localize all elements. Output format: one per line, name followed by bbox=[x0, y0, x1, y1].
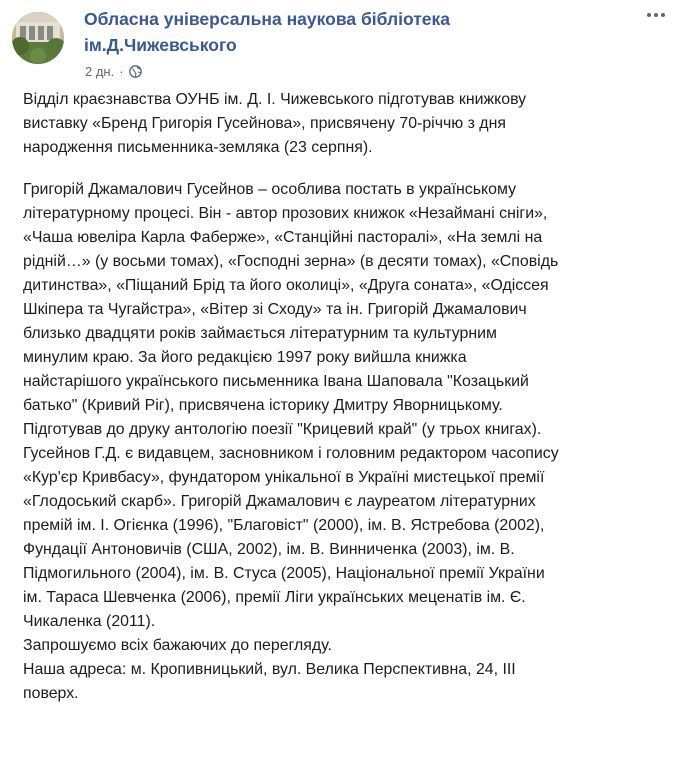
text-line: Запрошуємо всіх бажаючих до перегляду. bbox=[23, 637, 332, 654]
text-line: народження письменника-земляка (23 серпня). bbox=[23, 139, 373, 156]
text-line: близько двадцяти років займається літературним та культурним bbox=[23, 325, 497, 342]
post-meta bbox=[85, 62, 142, 80]
text-line: Підмогильного (2004), ім. В. Стуса (2005), Національної премії України bbox=[23, 565, 545, 582]
text-line: Наша адреса: м. Кропивницький, вул. Велика Перспективна, 24, ІІІ bbox=[23, 661, 516, 678]
text-line: поверх. bbox=[23, 685, 79, 702]
post-timestamp[interactable]: 2 дн. bbox=[85, 63, 115, 79]
text-line: Чикаленка (2011). bbox=[23, 613, 156, 630]
text-line: Григорій Джамалович Гусейнов – особлива постать в українському bbox=[23, 181, 517, 198]
avatar[interactable] bbox=[12, 12, 64, 64]
text-line: Відділ краєзнавства ОУНБ ім. Д. І. Чижевського підготував книжкову bbox=[23, 91, 527, 108]
globe-icon[interactable] bbox=[129, 65, 142, 78]
text-line: літературному процесі. Він - автор прозових книжок «Незаймані сніги», bbox=[23, 205, 548, 222]
text-line: ім. Тараса Шевченка (2006), премії Ліги українських меценатів ім. Є. bbox=[23, 589, 526, 606]
page-name-line: ім.Д.Чижевського bbox=[84, 35, 237, 55]
text-line: «Глодоський скарб». Григорій Джамалович є лауреатом літературних bbox=[23, 493, 536, 510]
post-paragraph bbox=[23, 88, 653, 160]
text-line: «Чаша ювеліра Карла Фаберже», «Станційні пасторалі», «На землі на bbox=[23, 229, 543, 246]
text-line: «Кур'єр Кривбасу», фундатором унікальної в Україні мистецької премії bbox=[23, 469, 545, 486]
page-name-line: Обласна універсальна наукова бібліотека bbox=[84, 9, 451, 29]
text-line: дитинства», «Піщаний Брід та його околиці», «Друга соната», «Одіссея bbox=[23, 277, 549, 294]
meta-separator: · bbox=[119, 63, 124, 79]
text-line: Шкіпера та Чугайстра», «Вітер зі Сходу» та ін. Григорій Джамалович bbox=[23, 301, 527, 318]
text-line: батько" (Кривий Ріг), присвячена історику Дмитру Яворницькому. bbox=[23, 397, 503, 414]
text-line: виставку «Бренд Григорія Гусейнова», присвячену 70-річчю з дня bbox=[23, 115, 506, 132]
text-line: минулим краю. За його редакцією 1997 року вийшла книжка bbox=[23, 349, 467, 366]
page-name-link[interactable] bbox=[84, 6, 604, 58]
post-paragraph bbox=[23, 178, 653, 706]
library-avatar bbox=[12, 12, 64, 64]
text-line: премій ім. І. Огієнка (1996), "Благовіст" (2000), ім. В. Ястребова (2002), bbox=[23, 517, 545, 534]
post-text bbox=[23, 88, 653, 706]
more-options-icon[interactable] bbox=[640, 4, 672, 26]
text-line: Фундації Антоновичів (США, 2002), ім. В. Винниченка (2003), ім. В. bbox=[23, 541, 515, 558]
post-header bbox=[0, 0, 677, 90]
text-line: рідній…» (у восьми томах), «Господні зерна» (в десяти томах), «Сповідь bbox=[23, 253, 559, 270]
text-line: Гусейнов Г.Д. є видавцем, засновником і головним редактором часопису bbox=[23, 445, 559, 462]
text-line: найстарішого українського письменника Івана Шаповала "Козацький bbox=[23, 373, 529, 390]
text-line: Підготував до друку антологію поезії "Крицевий край" (у трьох книгах). bbox=[23, 421, 542, 438]
